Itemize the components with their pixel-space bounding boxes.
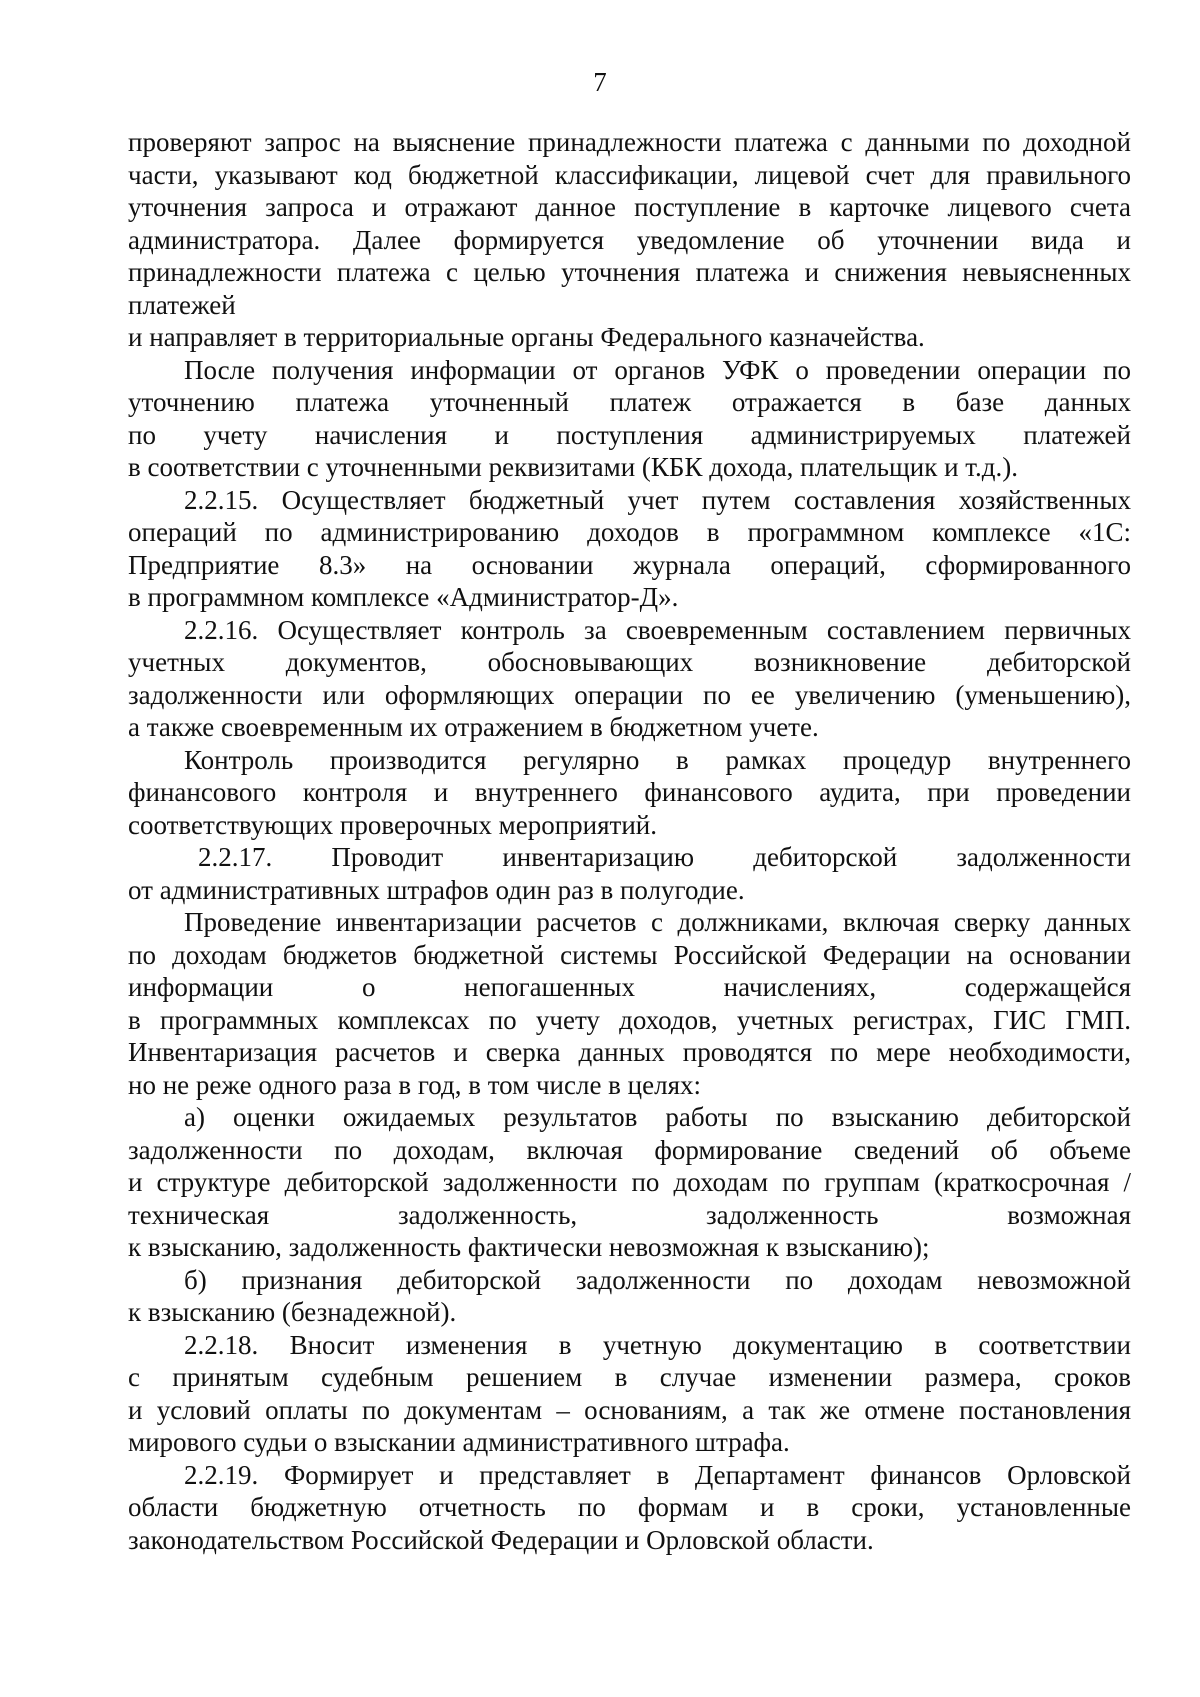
- paragraph-line: соответствующих проверочных мероприятий.: [128, 809, 657, 840]
- paragraph-line: Проведение инвентаризации расчетов с должниками, включая сверку данных: [184, 907, 1131, 937]
- paragraph-line: области бюджетную отчетность по формам и в сроки, установленные: [128, 1492, 1131, 1522]
- paragraph: [128, 1101, 1131, 1264]
- paragraph-line: 2.2.18. Вносит изменения в учетную документацию в соответствии: [184, 1329, 1131, 1360]
- paragraph-line: законодательством Российской Федерации и Орловской области.: [128, 1524, 874, 1555]
- paragraph-line: принадлежности платежа с целью уточнения платежа и снижения невыясненных: [128, 257, 1131, 287]
- paragraph-line: уточнению платежа уточненный платеж отражается в базе данных: [128, 387, 1131, 417]
- paragraph-line: в соответствии с уточненными реквизитами (КБК дохода, плательщик и т.д.).: [128, 452, 1019, 482]
- paragraph: [128, 841, 1131, 906]
- document-body: [128, 126, 1131, 1556]
- paragraph-line: информации о непогашенных начислениях, содержащейся: [128, 972, 1131, 1002]
- paragraph-line: к взысканию, задолженность фактически невозможная к взысканию);: [128, 1232, 930, 1262]
- paragraph-line: и направляет в территориальные органы Федерального казначейства.: [128, 322, 925, 352]
- paragraph-line: техническая задолженность, задолженность возможная: [128, 1199, 1131, 1230]
- paragraph-line: Инвентаризация расчетов и сверка данных проводятся по мере необходимости,: [128, 1037, 1131, 1067]
- paragraph: [128, 484, 1131, 614]
- paragraph-line: операций по администрированию доходов в программном комплексе «1С:: [128, 517, 1131, 547]
- paragraph-line: Контроль производится регулярно в рамках процедур внутреннего: [184, 744, 1131, 775]
- paragraph: [128, 1264, 1131, 1329]
- paragraph-line: финансового контроля и внутреннего финансового аудита, при проведении: [128, 777, 1131, 807]
- paragraph-line: проверяют запрос на выяснение принадлежности платежа с данными по доходной: [128, 127, 1131, 157]
- paragraph: [128, 1329, 1131, 1459]
- paragraph-line: 2.2.19. Формирует и представляет в Департамент финансов Орловской: [184, 1459, 1131, 1490]
- paragraph: [128, 744, 1131, 842]
- paragraph-line: администратора. Далее формируется уведомление об уточнении вида и: [128, 224, 1131, 255]
- paragraph-line: от административных штрафов один раз в полугодие.: [128, 874, 745, 905]
- paragraph-line: а также своевременным их отражением в бюджетном учете.: [128, 712, 819, 742]
- paragraph-line: по доходам бюджетов бюджетной системы Российской Федерации на основании: [128, 939, 1131, 970]
- paragraph-line: и условий оплаты по документам – основаниям, а так же отмене постановления: [128, 1394, 1131, 1425]
- paragraph: [128, 1459, 1131, 1557]
- paragraph-line: в программном комплексе «Администратор-Д».: [128, 582, 679, 612]
- paragraph-line: к взысканию (безнадежной).: [128, 1297, 457, 1327]
- paragraph-line: Предприятие 8.3» на основании журнала операций, сформированного: [128, 549, 1131, 580]
- paragraph-line: задолженности по доходам, включая формирование сведений об объеме: [128, 1134, 1131, 1165]
- paragraph-line: учетных документов, обосновывающих возникновение дебиторской: [128, 647, 1131, 677]
- page-number: 7: [593, 67, 607, 97]
- paragraph-line: и структуре дебиторской задолженности по доходам по группам (краткосрочная /: [128, 1167, 1131, 1197]
- paragraph-line: 2.2.16. Осуществляет контроль за своевременным составлением первичных: [184, 614, 1131, 645]
- paragraph-line: с принятым судебным решением в случае изменении размера, сроков: [128, 1362, 1131, 1392]
- paragraph-line: 2.2.17. Проводит инвентаризацию дебиторской задолженности: [198, 842, 1131, 872]
- paragraph-line: в программных комплексах по учету доходов, учетных регистрах, ГИС ГМП.: [128, 1004, 1131, 1035]
- paragraph-line: но не реже одного раза в год, в том числе в целях:: [128, 1069, 702, 1100]
- paragraph: [128, 321, 1131, 354]
- paragraph-line: а) оценки ожидаемых результатов работы по взысканию дебиторской: [184, 1102, 1131, 1132]
- paragraph-line: б) признания дебиторской задолженности по доходам невозможной: [184, 1264, 1131, 1295]
- paragraph-line: платежей: [128, 289, 236, 320]
- paragraph: [128, 354, 1131, 484]
- paragraph-line: уточнения запроса и отражают данное поступление в карточке лицевого счета: [128, 192, 1131, 222]
- paragraph-line: части, указывают код бюджетной классификации, лицевой счет для правильного: [128, 159, 1131, 190]
- paragraph-line: задолженности или оформляющих операции по ее увеличению (уменьшению),: [128, 679, 1131, 710]
- paragraph-line: мирового судьи о взыскании административного штрафа.: [128, 1427, 790, 1457]
- paragraph: [128, 126, 1131, 321]
- paragraph-line: После получения информации от органов УФК о проведении операции по: [184, 354, 1131, 385]
- paragraph-line: 2.2.15. Осуществляет бюджетный учет путем составления хозяйственных: [184, 484, 1131, 515]
- paragraph: [128, 614, 1131, 744]
- paragraph: [128, 906, 1131, 1101]
- paragraph-line: по учету начисления и поступления администрируемых платежей: [128, 419, 1131, 450]
